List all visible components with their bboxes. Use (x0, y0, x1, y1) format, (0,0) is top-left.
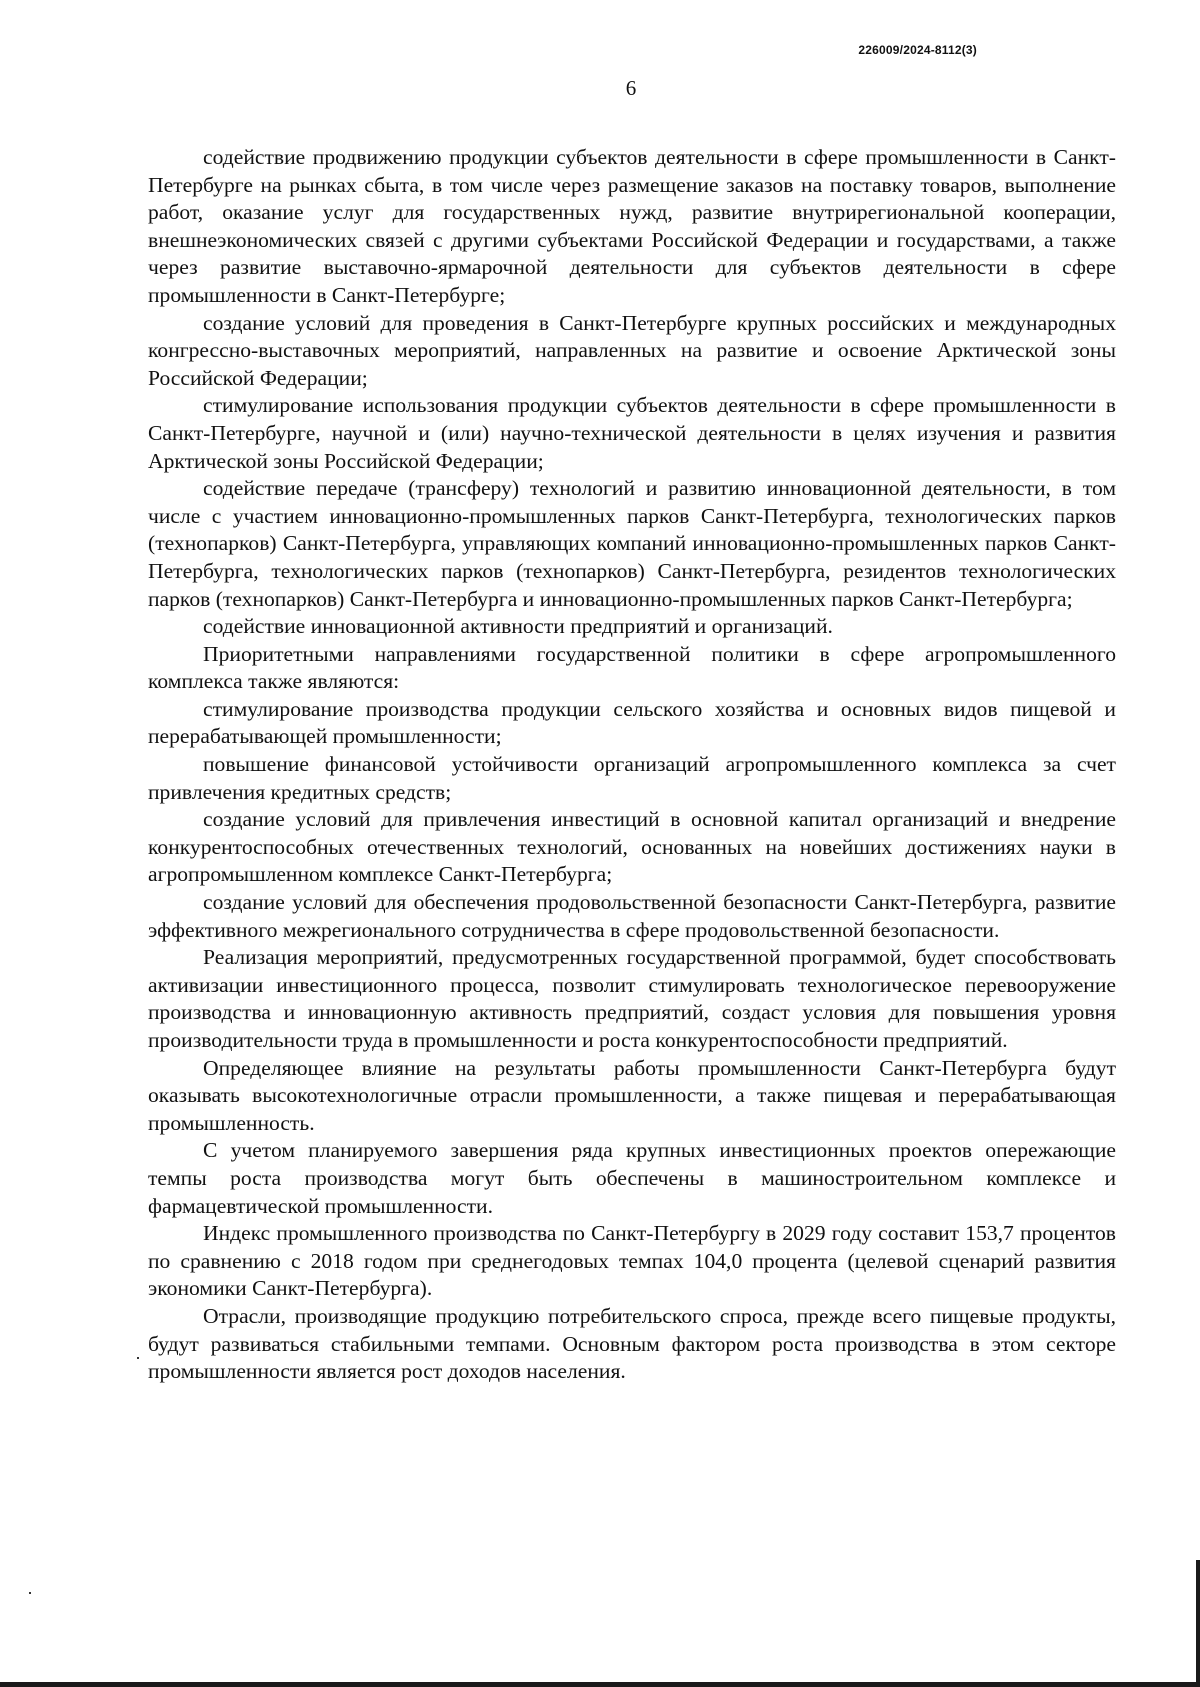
page-number: 6 (625, 76, 637, 100)
paragraph: содействие продвижению продукции субъектов деятельности в сфере промышленности в Санкт-Петербурге на рынках сбыта, в том числе через размещение заказов на поставку товаров, выполнение работ, оказание услуг для государственных нужд, развитие внутрирегиональной кооперации, внешнеэкономических связей с другими субъектами Российской Федерации и государствами, а также через развитие выставочно-ярмарочной деятельности для субъектов деятельности в сфере промышленности в Санкт-Петербурге; (148, 145, 1116, 307)
document-registration-number: 226009/2024-8112(3) (858, 43, 977, 57)
paragraph: создание условий для проведения в Санкт-Петербурге крупных российских и международных конгрессно-выставочных мероприятий, направленных на развитие и освоение Арктической зоны Российской Федерации; (148, 310, 1116, 390)
paragraph: повышение финансовой устойчивости организаций агропромышленного комплекса за счет привлечения кредитных средств; (148, 752, 1116, 804)
paragraph: создание условий для привлечения инвестиций в основной капитал организаций и внедрение конкурентоспособных отечественных технологий, основанных на новейших достижениях науки в агропромышленном комплексе Санкт-Петербурга; (148, 807, 1116, 887)
scan-border-right (1196, 1560, 1200, 1687)
paragraph: стимулирование использования продукции субъектов деятельности в сфере промышленности в Санкт-Петербурге, научной и (или) научно-технической деятельности в целях изучения и развития Арктической зоны Российской Федерации; (148, 393, 1116, 473)
paragraph: создание условий для обеспечения продовольственной безопасности Санкт-Петербурга, развитие эффективного межрегионального сотрудничества в сфере продовольственной безопасности. (148, 890, 1116, 942)
document-body (148, 144, 1116, 1386)
scan-border-bottom (0, 1682, 1200, 1687)
paragraph: Индекс промышленного производства по Санкт-Петербургу в 2029 году составит 153,7 процентов по сравнению с 2018 годом при среднегодовых темпах 104,0 процента (целевой сценарий развития экономики Санкт-Петербурга). (148, 1221, 1116, 1301)
paragraph: Определяющее влияние на результаты работы промышленности Санкт-Петербурга будут оказывать высокотехнологичные отрасли промышленности, а также пищевая и перерабатывающая промышленность. (148, 1055, 1116, 1135)
scan-speck (137, 1357, 139, 1359)
paragraph: стимулирование производства продукции сельского хозяйства и основных видов пищевой и перерабатывающей промышленности; (148, 696, 1116, 749)
paragraph: Реализация мероприятий, предусмотренных государственной программой, будет способствовать активизации инвестиционного процесса, позволит стимулировать технологическое перевооружение производства и инновационную активность предприятий, создаст условия для повышения уровня производительности труда в промышленности и роста конкурентоспособности предприятий. (148, 945, 1116, 1052)
paragraph: Приоритетными направлениями государственной политики в сфере агропромышленного комплекса также являются: (148, 641, 1116, 694)
paragraph: содействие инновационной активности предприятий и организаций. (203, 614, 833, 639)
paragraph: Отрасли, производящие продукцию потребительского спроса, прежде всего пищевые продукты, будут развиваться стабильными темпами. Основным фактором роста производства в этом секторе промышленности является рост доходов населения. (148, 1303, 1116, 1384)
scan-speck (29, 1592, 31, 1594)
paragraph: С учетом планируемого завершения ряда крупных инвестиционных проектов опережающие темпы роста производства могут быть обеспечены в машиностроительном комплексе и фармацевтической промышленности. (148, 1138, 1116, 1218)
paragraph: содействие передаче (трансферу) технологий и развитию инновационной деятельности, в том числе с участием инновационно-промышленных парков Санкт-Петербурга, технологических парков (технопарков) Санкт-Петербурга, управляющих компаний инновационно-промышленных парков Санкт-Петербурга, технологических парков (технопарков) Санкт-Петербурга, резидентов технологических парков (технопарков) Санкт-Петербурга и инновационно-промышленных парков Санкт-Петербурга; (148, 476, 1116, 611)
